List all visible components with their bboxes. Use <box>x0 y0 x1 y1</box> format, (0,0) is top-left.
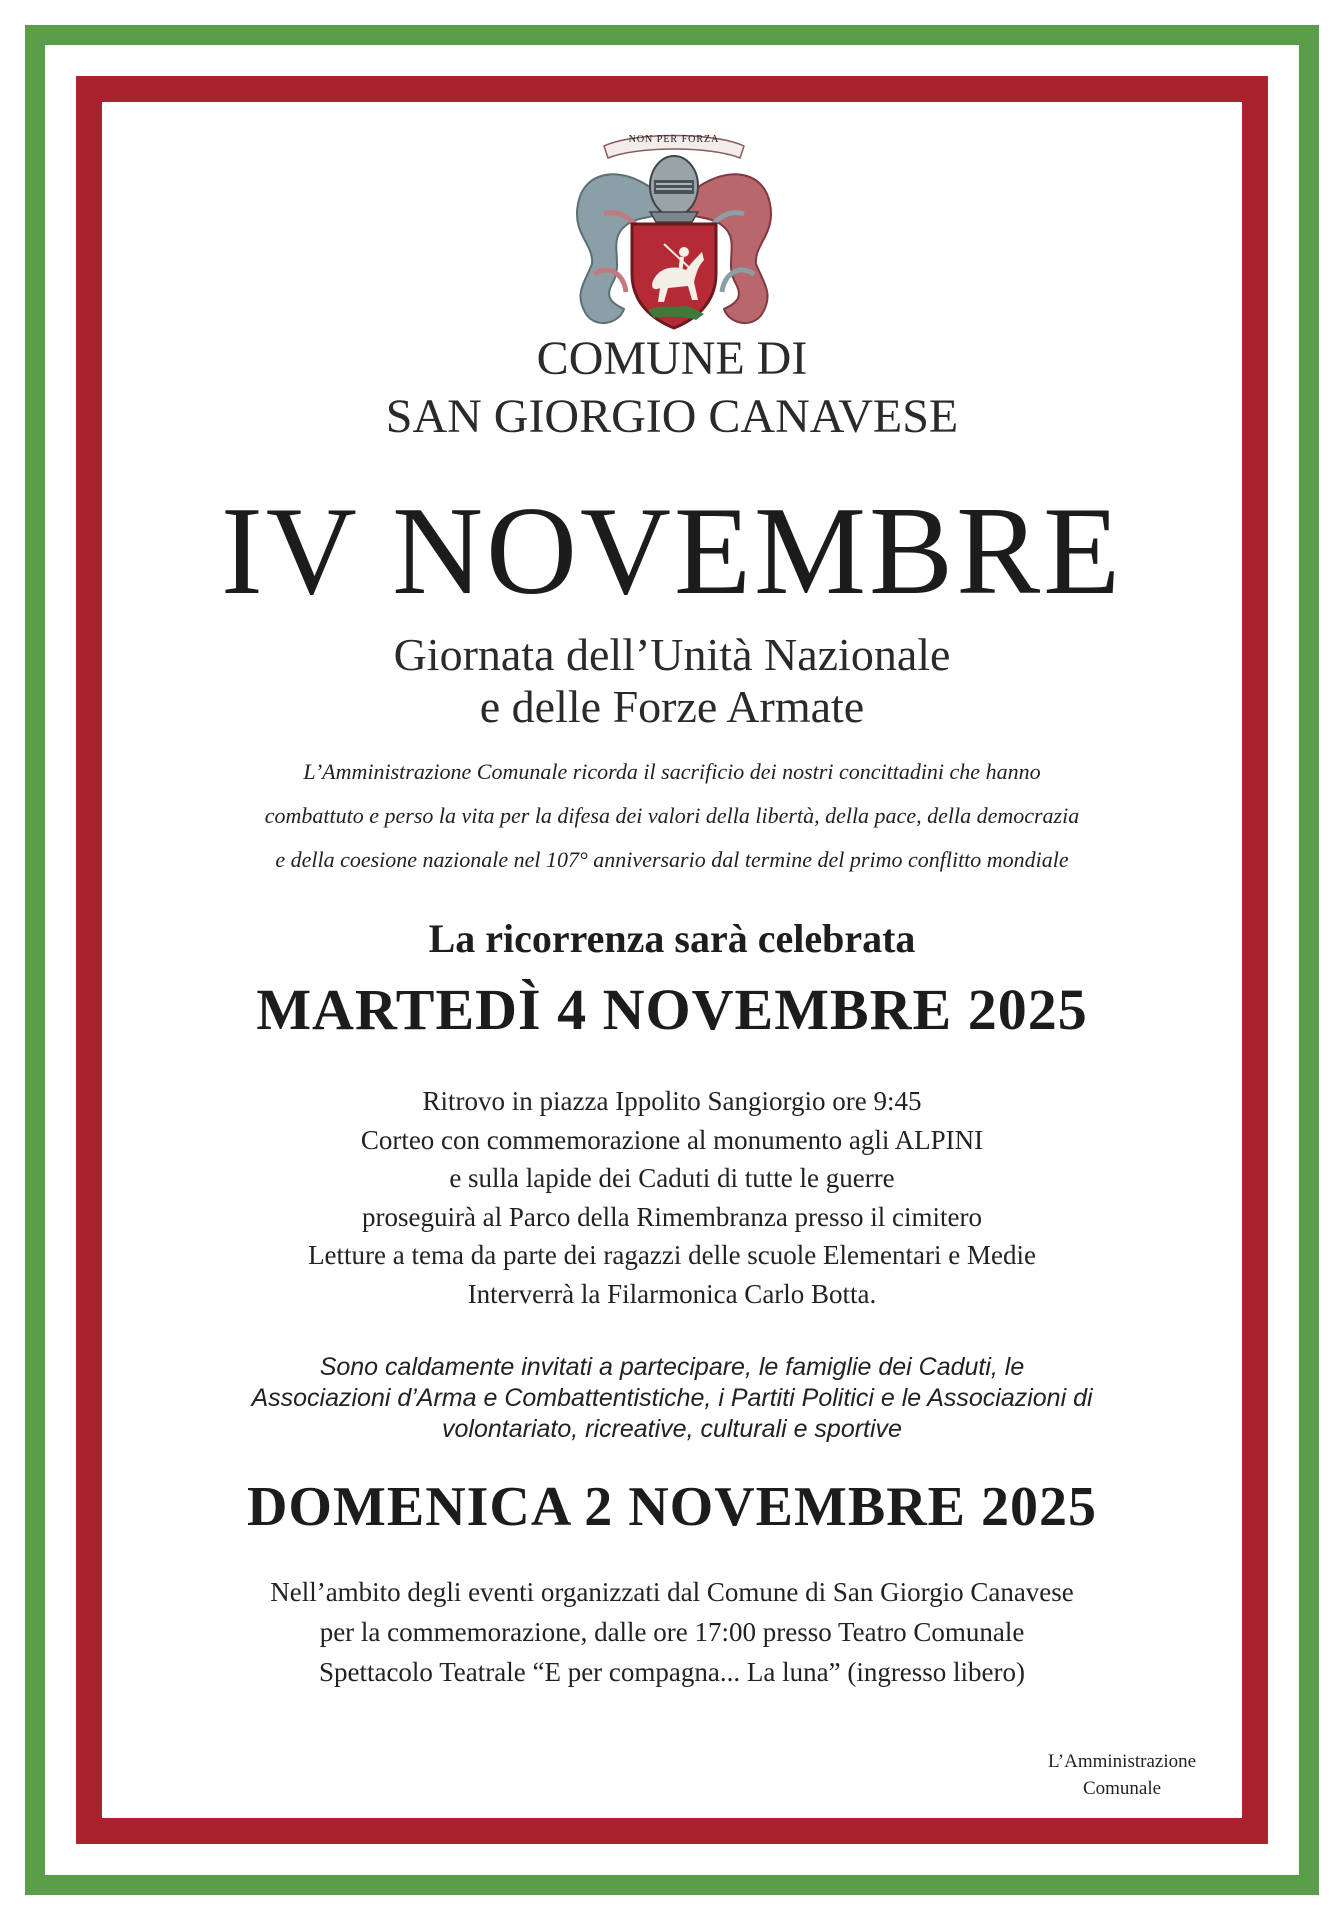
coat-of-arms-icon <box>564 124 784 334</box>
subtitle-line-2: e delle Forze Armate <box>479 681 865 732</box>
signature <box>1012 1748 1232 1802</box>
subtitle-line-1: Giornata dell’Unità Nazionale <box>393 629 951 680</box>
second-event-line: per la commemorazione, dalle ore 17:00 presso Teatro Comunale <box>319 1617 1025 1647</box>
celebration-heading: La ricorrenza sarà celebrata <box>428 916 916 961</box>
program-line: Letture a tema da parte dei ragazzi delle scuole Elementari e Medie <box>308 1240 1036 1270</box>
invitation-line: volontariato, ricreative, culturali e sportive <box>442 1415 902 1443</box>
program-line: Interverrà la Filarmonica Carlo Botta. <box>467 1278 877 1309</box>
program-line: e sulla lapide dei Caduti di tutte le guerre <box>449 1163 895 1193</box>
second-event-line: Nell’ambito degli eventi organizzati dal Comune di San Giorgio Canavese <box>270 1577 1074 1607</box>
invitation-line: Sono caldamente invitati a partecipare, le famiglie dei Caduti, le <box>319 1353 1025 1381</box>
program-list <box>102 1082 1242 1313</box>
comune-label: COMUNE DI <box>536 332 808 385</box>
comune-name: SAN GIORGIO CANAVESE <box>385 390 959 443</box>
second-event-date: DOMENICA 2 NOVEMBRE 2025 <box>246 1476 1098 1538</box>
second-event-line: Spettacolo Teatrale “E per compagna... La luna” (ingresso libero) <box>318 1657 1026 1687</box>
intro-line: L’Amministrazione Comunale ricorda il sacrificio dei nostri concittadini che hanno <box>303 759 1041 784</box>
poster-content <box>102 102 1242 1818</box>
page-title: IV NOVEMBRE <box>220 482 1124 621</box>
signature-line-2: Comunale <box>1082 1778 1162 1799</box>
invitation-paragraph <box>102 1352 1242 1445</box>
program-line: Ritrovo in piazza Ippolito Sangiorgio ore 9:45 <box>422 1086 922 1116</box>
crest-motto: NON PER FORZA <box>628 134 720 145</box>
intro-line: combattuto e perso la vita per la difesa dei valori della libertà, della pace, della democrazia <box>264 803 1080 828</box>
invitation-line: Associazioni d’Arma e Combattentistiche, i Partiti Politici e le Associazioni di <box>251 1384 1093 1412</box>
celebration-date: MARTEDÌ 4 NOVEMBRE 2025 <box>256 977 1088 1042</box>
intro-line: e della coesione nazionale nel 107° anniversario dal termine del primo conflitto mondiale <box>275 847 1069 872</box>
second-event-details <box>102 1572 1242 1692</box>
intro-paragraph <box>102 750 1242 882</box>
signature-line-1: L’Amministrazione <box>1047 1751 1197 1772</box>
program-line: Corteo con commemorazione al monumento agli ALPINI <box>360 1124 984 1155</box>
program-line: proseguirà al Parco della Rimembranza presso il cimitero <box>361 1201 983 1232</box>
